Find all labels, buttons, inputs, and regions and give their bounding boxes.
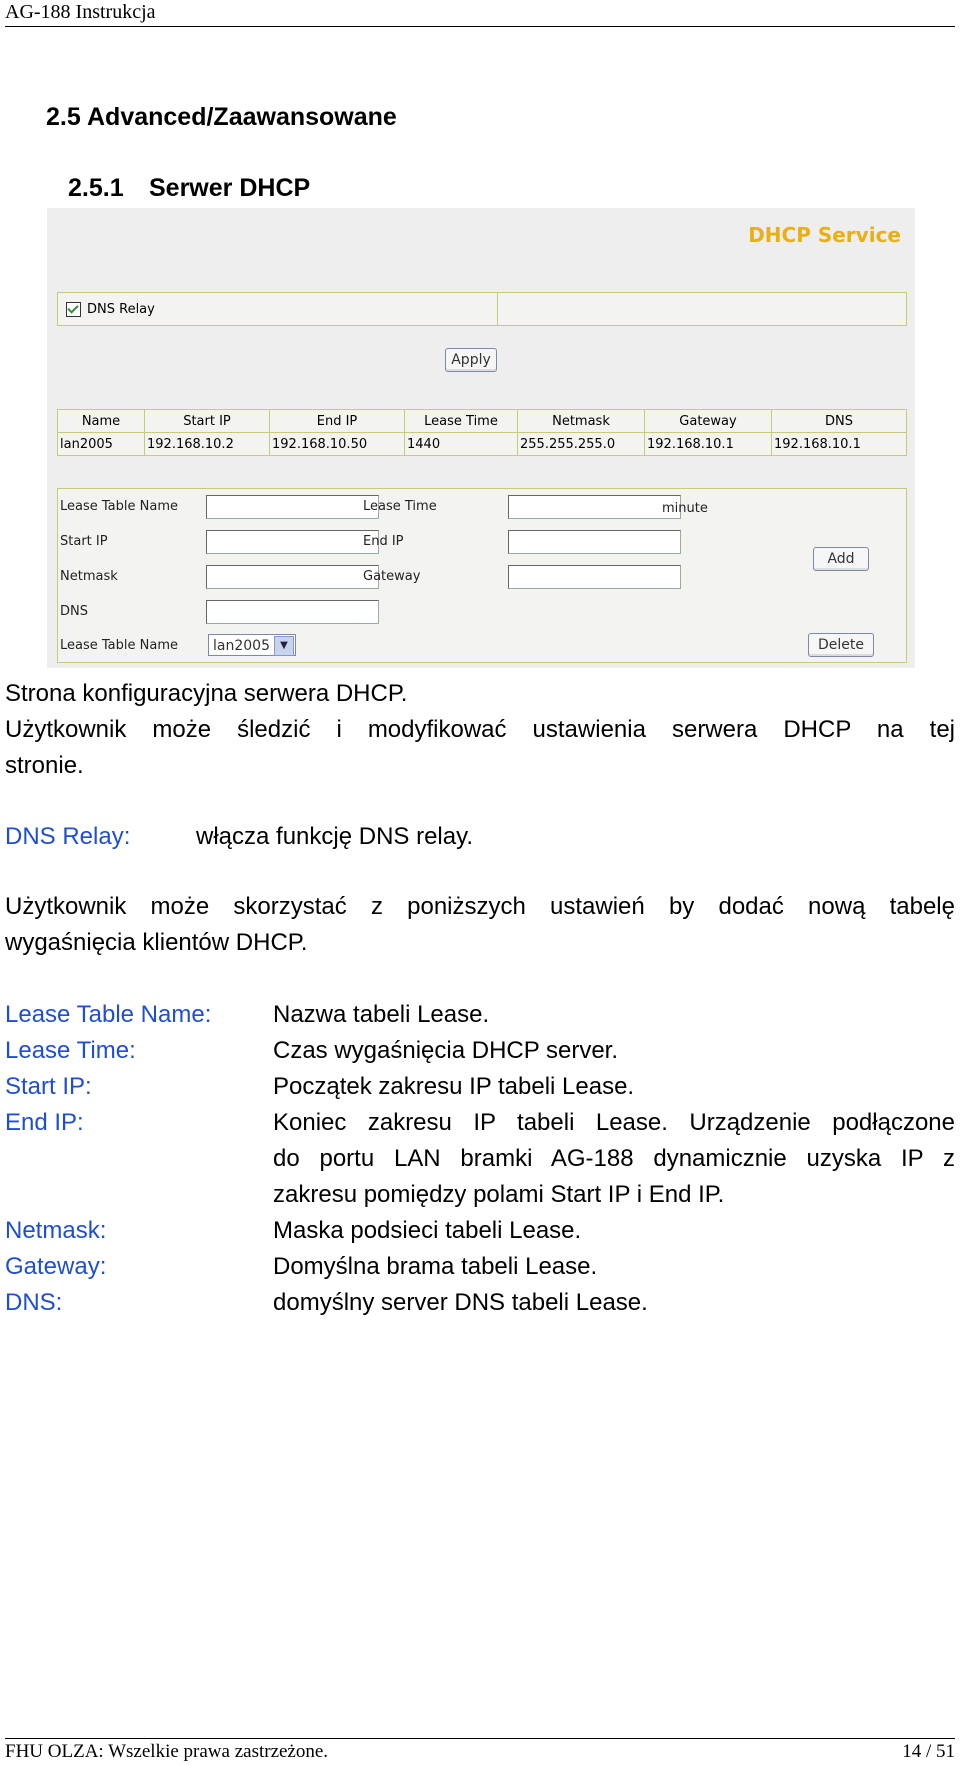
def-desc-netmask: Maska podsieci tabeli Lease. <box>273 1217 582 1244</box>
netmask-label: Netmask <box>60 569 118 584</box>
dns-label: DNS <box>60 604 88 619</box>
end-ip-label: End IP <box>363 534 404 549</box>
def-desc-end-ip-line-3: zakresu pomiędzy polami Start IP i End IP. <box>273 1181 725 1208</box>
intro-line-3: stronie. <box>5 752 84 779</box>
cell-dns: 192.168.10.1 <box>772 433 907 456</box>
col-name: Name <box>58 410 145 433</box>
cell-lease-time: 1440 <box>405 433 518 456</box>
gateway-input[interactable] <box>508 565 681 589</box>
def-desc-end-ip-line-2: do portu LAN bramki AG-188 dynamicznie uzyska IP z <box>273 1145 955 1172</box>
def-term-gateway: Gateway: <box>5 1253 107 1280</box>
lease-table <box>57 409 907 456</box>
dns-input[interactable] <box>206 600 379 624</box>
def-desc-start-ip: Początek zakresu IP tabeli Lease. <box>273 1073 635 1100</box>
lease-time-input[interactable] <box>508 495 681 519</box>
def-term-start-ip: Start IP: <box>5 1073 92 1100</box>
def-desc-lease-table-name: Nazwa tabeli Lease. <box>273 1001 490 1028</box>
dhcp-screenshot <box>47 208 915 668</box>
def-desc-lease-time: Czas wygaśnięcia DHCP server. <box>273 1037 619 1064</box>
col-netmask: Netmask <box>518 410 645 433</box>
cell-netmask: 255.255.255.0 <box>518 433 645 456</box>
intro-line-2: Użytkownik może śledzić i modyfikować ustawienia serwera DHCP na tej <box>5 716 955 743</box>
lease-table-name-label: Lease Table Name <box>60 499 178 514</box>
start-ip-input[interactable] <box>206 530 379 554</box>
def-term-netmask: Netmask: <box>5 1217 107 1244</box>
subsection-heading <box>68 174 310 203</box>
def-term-dns: DNS: <box>5 1289 63 1316</box>
def-desc-dns: domyślny server DNS tabeli Lease. <box>273 1289 648 1316</box>
section-heading <box>46 103 397 132</box>
subsection-number: 2.5.1 <box>68 174 124 202</box>
intro-line-1: Strona konfiguracyjna serwera DHCP. <box>5 680 408 707</box>
def-desc-gateway: Domyślna brama tabeli Lease. <box>273 1253 598 1280</box>
col-gateway: Gateway <box>645 410 772 433</box>
end-ip-input[interactable] <box>508 530 681 554</box>
dns-relay-label: DNS Relay <box>87 301 155 317</box>
lease-form <box>57 488 907 663</box>
gateway-label: Gateway <box>363 569 421 584</box>
dns-relay-desc: włącza funkcję DNS relay. <box>196 823 473 850</box>
footer-page-number: 14 / 51 <box>902 1741 955 1762</box>
delete-button[interactable]: Delete <box>808 633 874 657</box>
subsection-title: Serwer DHCP <box>149 174 311 202</box>
minute-label: minute <box>662 501 708 516</box>
lease-time-label: Lease Time <box>363 499 437 514</box>
lease-table-select-value: lan2005 <box>213 638 270 654</box>
section-number: 2.5 <box>46 103 81 131</box>
dns-relay-checkbox[interactable] <box>66 302 81 317</box>
netmask-input[interactable] <box>206 565 379 589</box>
def-term-end-ip: End IP: <box>5 1109 84 1136</box>
table-row <box>58 433 907 456</box>
col-end-ip: End IP <box>270 410 405 433</box>
col-start-ip: Start IP <box>145 410 270 433</box>
para2-line-2: wygaśnięcia klientów DHCP. <box>5 929 308 956</box>
chevron-down-icon: ▼ <box>274 636 294 656</box>
dns-relay-row <box>57 292 907 326</box>
def-desc-end-ip-line-1: Koniec zakresu IP tabeli Lease. Urządzenie podłączone <box>273 1109 955 1136</box>
table-header-row <box>58 410 907 433</box>
para2-line-1: Użytkownik może skorzystać z poniższych ustawień by dodać nową tabelę <box>5 893 955 920</box>
cell-name: lan2005 <box>58 433 145 456</box>
col-dns: DNS <box>772 410 907 433</box>
lease-table-select[interactable] <box>208 634 296 656</box>
cell-end-ip: 192.168.10.50 <box>270 433 405 456</box>
page-header: AG-188 Instrukcja <box>5 0 955 27</box>
def-term-lease-table-name: Lease Table Name: <box>5 1001 212 1028</box>
cell-start-ip: 192.168.10.2 <box>145 433 270 456</box>
start-ip-label: Start IP <box>60 534 108 549</box>
section-title: Advanced/Zaawansowane <box>87 103 397 131</box>
def-term-lease-time: Lease Time: <box>5 1037 136 1064</box>
apply-button[interactable]: Apply <box>445 348 497 372</box>
footer-divider <box>5 1738 955 1739</box>
lease-table-name-input[interactable] <box>206 495 379 519</box>
col-lease-time: Lease Time <box>405 410 518 433</box>
footer-copyright: FHU OLZA: Wszelkie prawa zastrzeżone. <box>5 1741 329 1762</box>
dhcp-service-title: DHCP Service <box>748 223 901 247</box>
add-button[interactable]: Add <box>813 547 869 571</box>
lease-table-select-label: Lease Table Name <box>60 638 178 653</box>
dns-relay-term: DNS Relay: <box>5 823 131 850</box>
cell-gateway: 192.168.10.1 <box>645 433 772 456</box>
